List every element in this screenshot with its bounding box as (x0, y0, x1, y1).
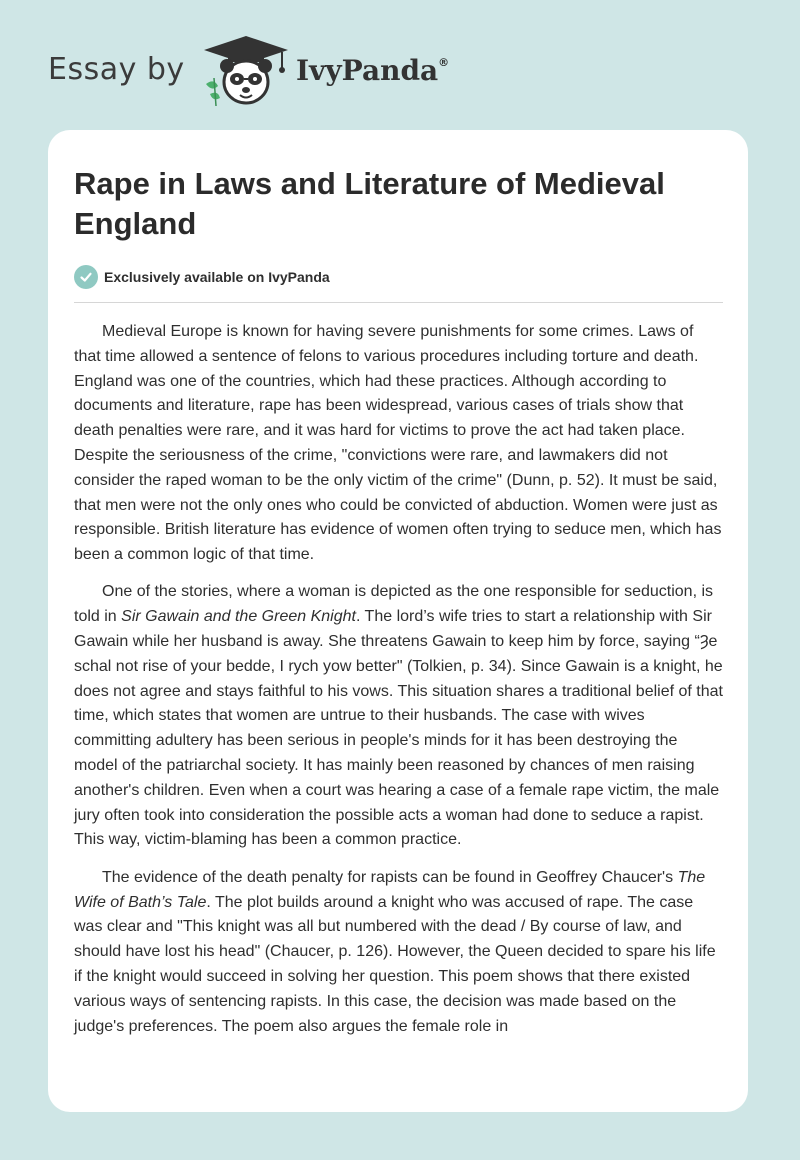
paragraph-text: One of the stories, where a woman is depicted as the one responsible for seduction, is told in (74, 583, 714, 626)
exclusive-badge (74, 264, 330, 290)
paragraph-2 (74, 580, 724, 853)
brand-name[interactable] (296, 54, 449, 87)
paragraph-text: Medieval Europe is known for having severe punishments for some crimes. Laws of that time allowed a sentence of felons to various procedures including torture and death. England was one of the countries, which had these practices. Although according to documents and literature, rape has been widespread, various cases of trials show that death penalties were rare, and it was hard for victims to prove the act had taken place. Despite the seriousness of the crime, "convictions were rare, and lawmakers did not consider the raped woman to be the only victim of the crime" (Dunn, p. 52). It must be said, that men were not the only ones who could be convicted of abduction. Women were just as responsible. British literature has evidence of women often trying to seduce men, which has been a common logic of that time. (74, 323, 722, 564)
paragraph-text: . The lord’s wife tries to start a relationship with Sir Gawain while her husband is away. She threatens Gawain to keep him by force, saying “Ȝe schal not rise of your bedde, I rych yow better" (Tolkien, p. 34). Since Gawain is a knight, he does not agree and stays faithful to his vows. This situation shares a traditional belief of that time, which states that women are untrue to their husbands. The case with wives committing adultery has been serious in people's minds for it has been destroying the model of the patriarchal society. It has mainly been reasoned by chances of men raising another's children. Even when a court was hearing a case of a female rape victim, the male jury often took into consideration the possible acts a woman had done to seduce a rapist. This way, victim-blaming has been a common practice. (74, 608, 723, 849)
essay-body (74, 320, 724, 1052)
book-title: The Wife of Bath’s Tale (74, 868, 706, 911)
paragraph-3 (74, 866, 724, 1040)
paragraph-1 (74, 320, 724, 568)
paragraph-text: The evidence of the death penalty for rapists can be found in Geoffrey Chaucer's (102, 868, 678, 886)
essay-by-label: Essay by (48, 52, 185, 87)
panda-graduate-icon[interactable] (200, 34, 292, 108)
registered-mark: ® (438, 56, 450, 69)
book-title: Sir Gawain and the Green Knight (121, 608, 356, 626)
essay-card (48, 130, 748, 1112)
check-icon (74, 265, 98, 289)
divider (74, 302, 723, 303)
exclusive-badge-text: Exclusively available on IvyPanda (104, 269, 330, 285)
site-header (48, 34, 548, 114)
paragraph-text: . The plot builds around a knight who was accused of rape. The case was clear and "This knight was all but numbered with the dead / By course of law, and should have lost his head" (Chaucer, p. 126). However, the Queen decided to spare his life if the knight would succeed in solving her question. This poem shows that there existed various ways of sentencing rapists. In this case, the decision was made based on the judge's preferences. The poem also argues the female role in (74, 893, 716, 1035)
page-title: Rape in Laws and Literature of Medieval England (74, 166, 665, 241)
brand-label: IvyPanda (296, 54, 439, 87)
